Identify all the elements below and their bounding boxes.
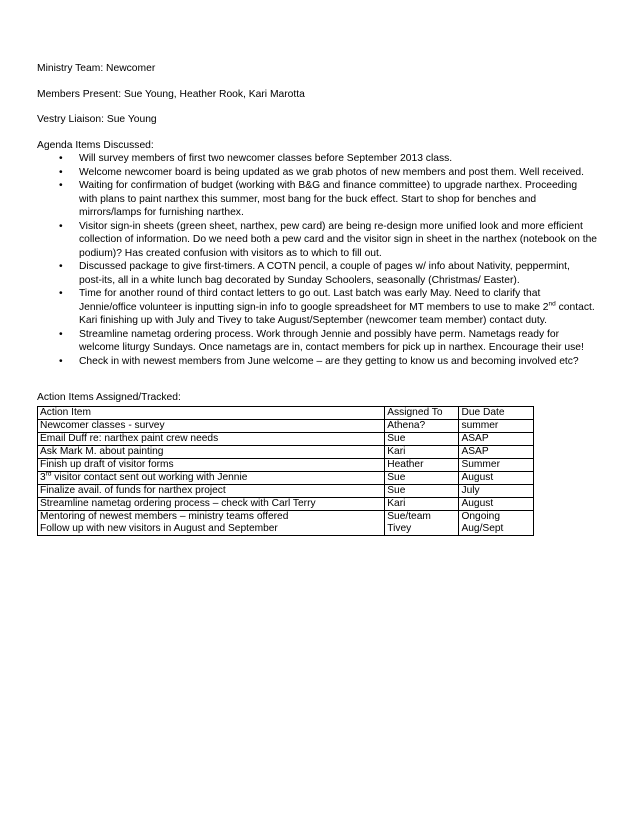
due-cell: August [459, 471, 534, 484]
agenda-list [37, 152, 603, 368]
assigned-cell: Kari [385, 497, 459, 510]
agenda-line: Streamline nametag ordering process. Work through Jennie and possibly have perm. Nametags ready for [79, 328, 560, 340]
table-row [38, 445, 534, 458]
column-header-assigned-to: Assigned To [385, 406, 459, 419]
agenda-line: Waiting for confirmation of budget (working with B&G and finance committee) to upgrade narthex. Proceeding [79, 180, 578, 191]
vestry-liaison-line: Vestry Liaison: Sue Young [37, 114, 157, 125]
agenda-heading: Agenda Items Discussed: [37, 139, 154, 151]
action-cell: Streamline nametag ordering process – check with Carl Terry [38, 497, 385, 510]
due-cell-line: Ongoing [461, 510, 500, 522]
action-cell-text: visitor contact sent out working with Jennie [51, 471, 248, 483]
agenda-line: Kari finishing up with July and Tivey to take August/September (newcomer team member) contact duty. [79, 315, 547, 326]
agenda-line-text: Jennie/office volunteer is inputting sign-in info to google spreadsheet for MT members to use to make 2 [79, 301, 549, 313]
agenda-item [37, 355, 603, 369]
due-cell: ASAP [459, 445, 534, 458]
ministry-team-line: Ministry Team: Newcomer [37, 63, 156, 74]
table-row [38, 484, 534, 497]
action-cell: Finish up draft of visitor forms [38, 458, 385, 471]
agenda-line: welcome liturgy Sundays. Once nametags are in, contact members for pick up in narthex. Encourage their use! [79, 342, 584, 353]
due-cell: summer [459, 419, 534, 432]
column-header-due-date: Due Date [459, 406, 534, 419]
action-cell: Ask Mark M. about painting [38, 445, 385, 458]
assigned-cell: Sue [385, 432, 459, 445]
bullet-icon: • [59, 328, 63, 340]
assigned-cell: Athena? [385, 419, 459, 432]
agenda-line: with plans to paint narthex this summer, most bang for the buck effect. Start to shop for benches and [79, 193, 537, 205]
agenda-line: collection of information. Do we need both a pew card and the visitor sign in sheet in the narthex (notebook on the [79, 234, 598, 245]
action-cell-line: Mentoring of newest members – ministry teams offered [40, 510, 289, 522]
ordinal-suffix: nd [548, 300, 556, 308]
action-cell [38, 471, 385, 484]
table-row [38, 510, 534, 535]
assigned-cell-line: Tivey [387, 522, 412, 534]
assigned-cell: Kari [385, 445, 459, 458]
ordinal-suffix: rd [45, 470, 52, 478]
agenda-line-text: contact. [555, 301, 595, 313]
agenda-item [37, 287, 603, 328]
agenda-item [37, 179, 603, 220]
agenda-item [37, 152, 603, 166]
agenda-item [37, 328, 603, 355]
bullet-icon: • [59, 220, 63, 232]
due-cell [459, 510, 534, 535]
bullet-icon: • [59, 355, 63, 367]
table-row [38, 497, 534, 510]
meeting-notes-page [37, 62, 603, 536]
table-row [38, 458, 534, 471]
agenda-line [79, 301, 603, 315]
agenda-item [37, 220, 603, 261]
action-cell: Email Duff re: narthex paint crew needs [38, 432, 385, 445]
table-row [38, 432, 534, 445]
action-items-table [37, 406, 534, 536]
members-present-line: Members Present: Sue Young, Heather Rook, Kari Marotta [37, 88, 305, 100]
action-cell-text: 3 [40, 471, 46, 483]
agenda-item [37, 166, 603, 180]
assigned-cell: Heather [385, 458, 459, 471]
assigned-cell: Sue [385, 484, 459, 497]
action-cell: Newcomer classes - survey [38, 419, 385, 432]
due-cell: Summer [459, 458, 534, 471]
agenda-item [37, 260, 603, 287]
table-row [38, 471, 534, 484]
agenda-line: Visitor sign-in sheets (green sheet, narthex, pew card) are being re-design more unified look and more efficient [79, 220, 583, 232]
agenda-line: Will survey members of first two newcomer classes before September 2013 class. [79, 153, 453, 164]
action-cell-line: Follow up with new visitors in August and September [40, 522, 278, 534]
agenda-line: Discussed package to give first-timers. A COTN pencil, a couple of pages w/ info about Nativity, peppermint, [79, 261, 570, 272]
due-cell: ASAP [459, 432, 534, 445]
agenda-line: Check in with newest members from June welcome – are they getting to know us and becoming involved etc? [79, 355, 579, 367]
table-row [38, 419, 534, 432]
assigned-cell-line: Sue/team [387, 510, 431, 522]
table-header-row [38, 406, 534, 419]
due-cell: July [459, 484, 534, 497]
column-header-action-item: Action Item [38, 406, 385, 419]
assigned-cell [385, 510, 459, 535]
agenda-line: podium)? Has created confusion with visitors as to which to fill out. [79, 247, 382, 259]
due-cell-line: Aug/Sept [461, 522, 504, 534]
bullet-icon: • [59, 166, 63, 178]
due-cell: August [459, 497, 534, 510]
agenda-line: Time for another round of third contact letters to go out. Last batch was early May. Need to clarify that [79, 288, 541, 299]
action-cell: Finalize avail. of funds for narthex project [38, 484, 385, 497]
action-items-heading: Action Items Assigned/Tracked: [37, 392, 181, 403]
bullet-icon: • [59, 261, 63, 272]
assigned-cell: Sue [385, 471, 459, 484]
bullet-icon: • [59, 288, 63, 299]
agenda-line: mirrors/lamps for furnishing narthex. [79, 207, 244, 218]
agenda-line: post-its, all in a white lunch bag decorated by Sunday Schoolers, seasonally (Christmas/ Easter). [79, 274, 520, 286]
bullet-icon: • [59, 180, 63, 191]
agenda-line: Welcome newcomer board is being updated as we grab photos of new members and post them. Well received. [79, 166, 585, 178]
action-cell [38, 510, 385, 535]
bullet-icon: • [59, 153, 63, 164]
